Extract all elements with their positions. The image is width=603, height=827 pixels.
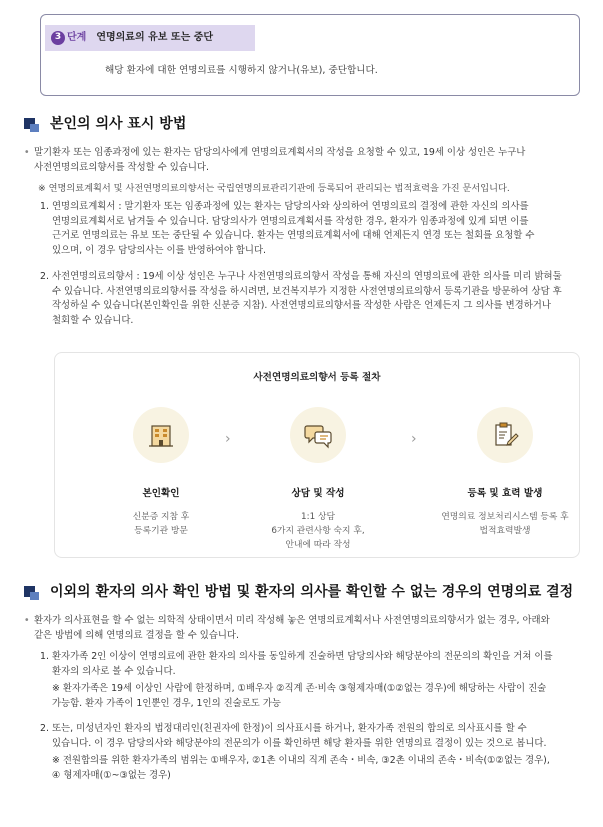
list-text: 또는, 미성년자인 환자의 법정대리인(친권자에 한정)이 의사표시를 하거나, 환자가족 전원의 합의로 의사표시를 할 수 bbox=[52, 723, 527, 734]
list-item bbox=[40, 650, 583, 711]
flow-step-identity bbox=[91, 407, 231, 538]
list-item bbox=[40, 722, 583, 783]
bullet-dot-icon: • bbox=[24, 615, 30, 626]
intro-line: 같은 방법에 의해 연명의료 결정을 할 수 있습니다. bbox=[34, 629, 239, 641]
flow-step-desc-line: 법적효력발생 bbox=[479, 525, 531, 536]
list-text: 수 있습니다. 사전연명의료의향서를 작성을 하시려면, 보건복지부가 지정한 사전연명의료의향서 등록기관을 방문하여 상담 후 bbox=[52, 285, 562, 297]
flow-step-label: 등록 및 효력 발생 bbox=[467, 488, 543, 499]
section1-note: ※ 연명의료계획서 및 사전연명의료의향서는 국립연명의료관리기관에 등록되어 관리되는 법적효력을 가진 문서입니다. bbox=[38, 183, 510, 194]
flow-step-register bbox=[435, 407, 575, 538]
list-text: 환자의 의사로 볼 수 있습니다. bbox=[52, 665, 176, 677]
list-text: 있습니다. 이 경우 담당의사와 해당분야의 전문의가 이를 확인하면 해당 환자를 위한 연명의료 결정이 있는 것으로 봅니다. bbox=[52, 737, 547, 749]
list-item bbox=[40, 270, 583, 328]
flow-circle bbox=[133, 407, 189, 463]
intro-line: 말기환자 또는 임종과정에 있는 환자는 담당의사에게 연명의료계획서의 작성을 요청할 수 있고, 19세 이상 성인은 누구나 bbox=[34, 147, 526, 158]
list-note: 가능함. 환자 가족이 1인뿐인 경우, 1인의 진술로도 가능 bbox=[52, 697, 281, 709]
section-title: 본인의 의사 표시 방법 bbox=[50, 116, 187, 132]
intro-line: 사전연명의료의향서를 작성할 수 있습니다. bbox=[34, 161, 209, 173]
list-text: 사전연명의료의향서 : 19세 이상 성인은 누구나 사전연명의료의향서 작성을 통해 자신의 연명의료에 관한 의사를 미리 밝혀둘 bbox=[52, 271, 562, 282]
section-heading-other-methods bbox=[24, 582, 573, 604]
step-header bbox=[45, 25, 255, 51]
list-number: 2. bbox=[40, 723, 49, 734]
document-edit-icon bbox=[490, 420, 520, 450]
step-title: 연명의료의 유보 또는 중단 bbox=[96, 32, 214, 44]
list-item bbox=[40, 200, 583, 258]
step-box bbox=[40, 14, 580, 96]
step-word: 단계 bbox=[67, 32, 87, 44]
list-note: ※ 전원합의를 위한 환자가족의 범위는 ①배우자, ②1촌 이내의 직계 존속・비속, ③2촌 이내의 존속・비속(①②없는 경우), bbox=[52, 755, 550, 767]
section-square-icon bbox=[24, 586, 42, 600]
section1-intro bbox=[24, 146, 583, 175]
step-number-badge: 3 bbox=[51, 31, 65, 45]
flow-circle bbox=[290, 407, 346, 463]
list-text: 연명의료계획서로 남겨둘 수 있습니다. 담당의사가 연명의료계획서를 작성한 경우, 환자가 임종과정에 있게 되면 이를 bbox=[52, 215, 529, 227]
list-text: 환자가족 2인 이상이 연명의료에 관한 환자의 의사를 동일하게 진술하면 담당의사와 해당분야의 전문의의 확인을 거쳐 이를 bbox=[52, 651, 553, 662]
registration-flow-card bbox=[54, 352, 580, 558]
section2-intro bbox=[24, 614, 583, 643]
chevron-right-icon: › bbox=[411, 431, 417, 447]
building-icon bbox=[146, 420, 176, 450]
section-title: 이외의 환자의 의사 확인 방법 및 환자의 의사를 확인할 수 없는 경우의 연명의료 결정 bbox=[50, 584, 574, 600]
flow-step-desc bbox=[91, 510, 231, 538]
list-text: 있으며, 이 경우 담당의사는 이를 반영하여야 합니다. bbox=[52, 244, 267, 256]
list-note: ※ 환자가족은 19세 이상인 사람에 한정하며, ①배우자 ②직계 존·비속 ③형제자매(①②없는 경우)에 해당하는 사람이 진술 bbox=[52, 683, 547, 695]
list-text: 근거로 연명의료는 유보 또는 중단될 수 있습니다. 환자는 연명의료계획서에 대해 언제든지 연경 또는 철회를 요청할 수 bbox=[52, 230, 535, 242]
intro-line: 환자가 의사표현을 할 수 없는 의학적 상태이면서 미리 작성해 놓은 연명의료계획서나 사전연명의료의향서가 없는 경우, 아래와 bbox=[34, 615, 550, 626]
flow-step-desc-line: 1:1 상담 bbox=[301, 511, 335, 522]
flow-step-label: 상담 및 작성 bbox=[291, 488, 345, 499]
list-number: 1. bbox=[40, 651, 49, 662]
flow-step-consult bbox=[248, 407, 388, 552]
list-text: 철회할 수 있습니다. bbox=[52, 314, 134, 326]
chevron-right-icon: › bbox=[225, 431, 231, 447]
flow-step-desc-line: 안내에 따라 작성 bbox=[285, 539, 351, 550]
flow-step-desc-line: 등록기관 방문 bbox=[134, 525, 188, 536]
flow-step-desc-line: 6가지 관련사항 숙지 후, bbox=[271, 525, 365, 536]
flow-step-desc bbox=[435, 510, 575, 538]
section-square-icon bbox=[24, 118, 42, 132]
flow-step-label: 본인확인 bbox=[142, 488, 180, 499]
list-note: ④ 형제자매(①~③없는 경우) bbox=[52, 769, 171, 781]
list-text: 작성하실 수 있습니다(본인확인을 위한 신분증 지참). 사전연명의료의향서를 작성한 사람은 언제든지 그 의사를 변경하거나 bbox=[52, 300, 551, 312]
chat-bubbles-icon bbox=[303, 420, 333, 450]
flow-step-desc bbox=[248, 510, 388, 552]
step-description: 해당 환자에 대한 연명의료를 시행하지 않거나(유보), 중단합니다. bbox=[105, 65, 378, 76]
list-text: 연명의료계획서 : 말기환자 또는 임종과정에 있는 환자는 담당의사와 상의하여 연명의료의 결정에 관한 자신의 의사를 bbox=[52, 201, 529, 212]
flow-title: 사전연명의료의향서 등록 절차 bbox=[253, 372, 381, 383]
bullet-dot-icon: • bbox=[24, 147, 30, 158]
section-heading-self-declaration bbox=[24, 114, 186, 136]
flow-circle bbox=[477, 407, 533, 463]
flow-step-desc-line: 신분증 지참 후 bbox=[132, 511, 190, 522]
list-number: 2. bbox=[40, 271, 49, 282]
list-number: 1. bbox=[40, 201, 49, 212]
flow-step-desc-line: 연명의료 정보처리시스템 등록 후 bbox=[441, 511, 569, 522]
